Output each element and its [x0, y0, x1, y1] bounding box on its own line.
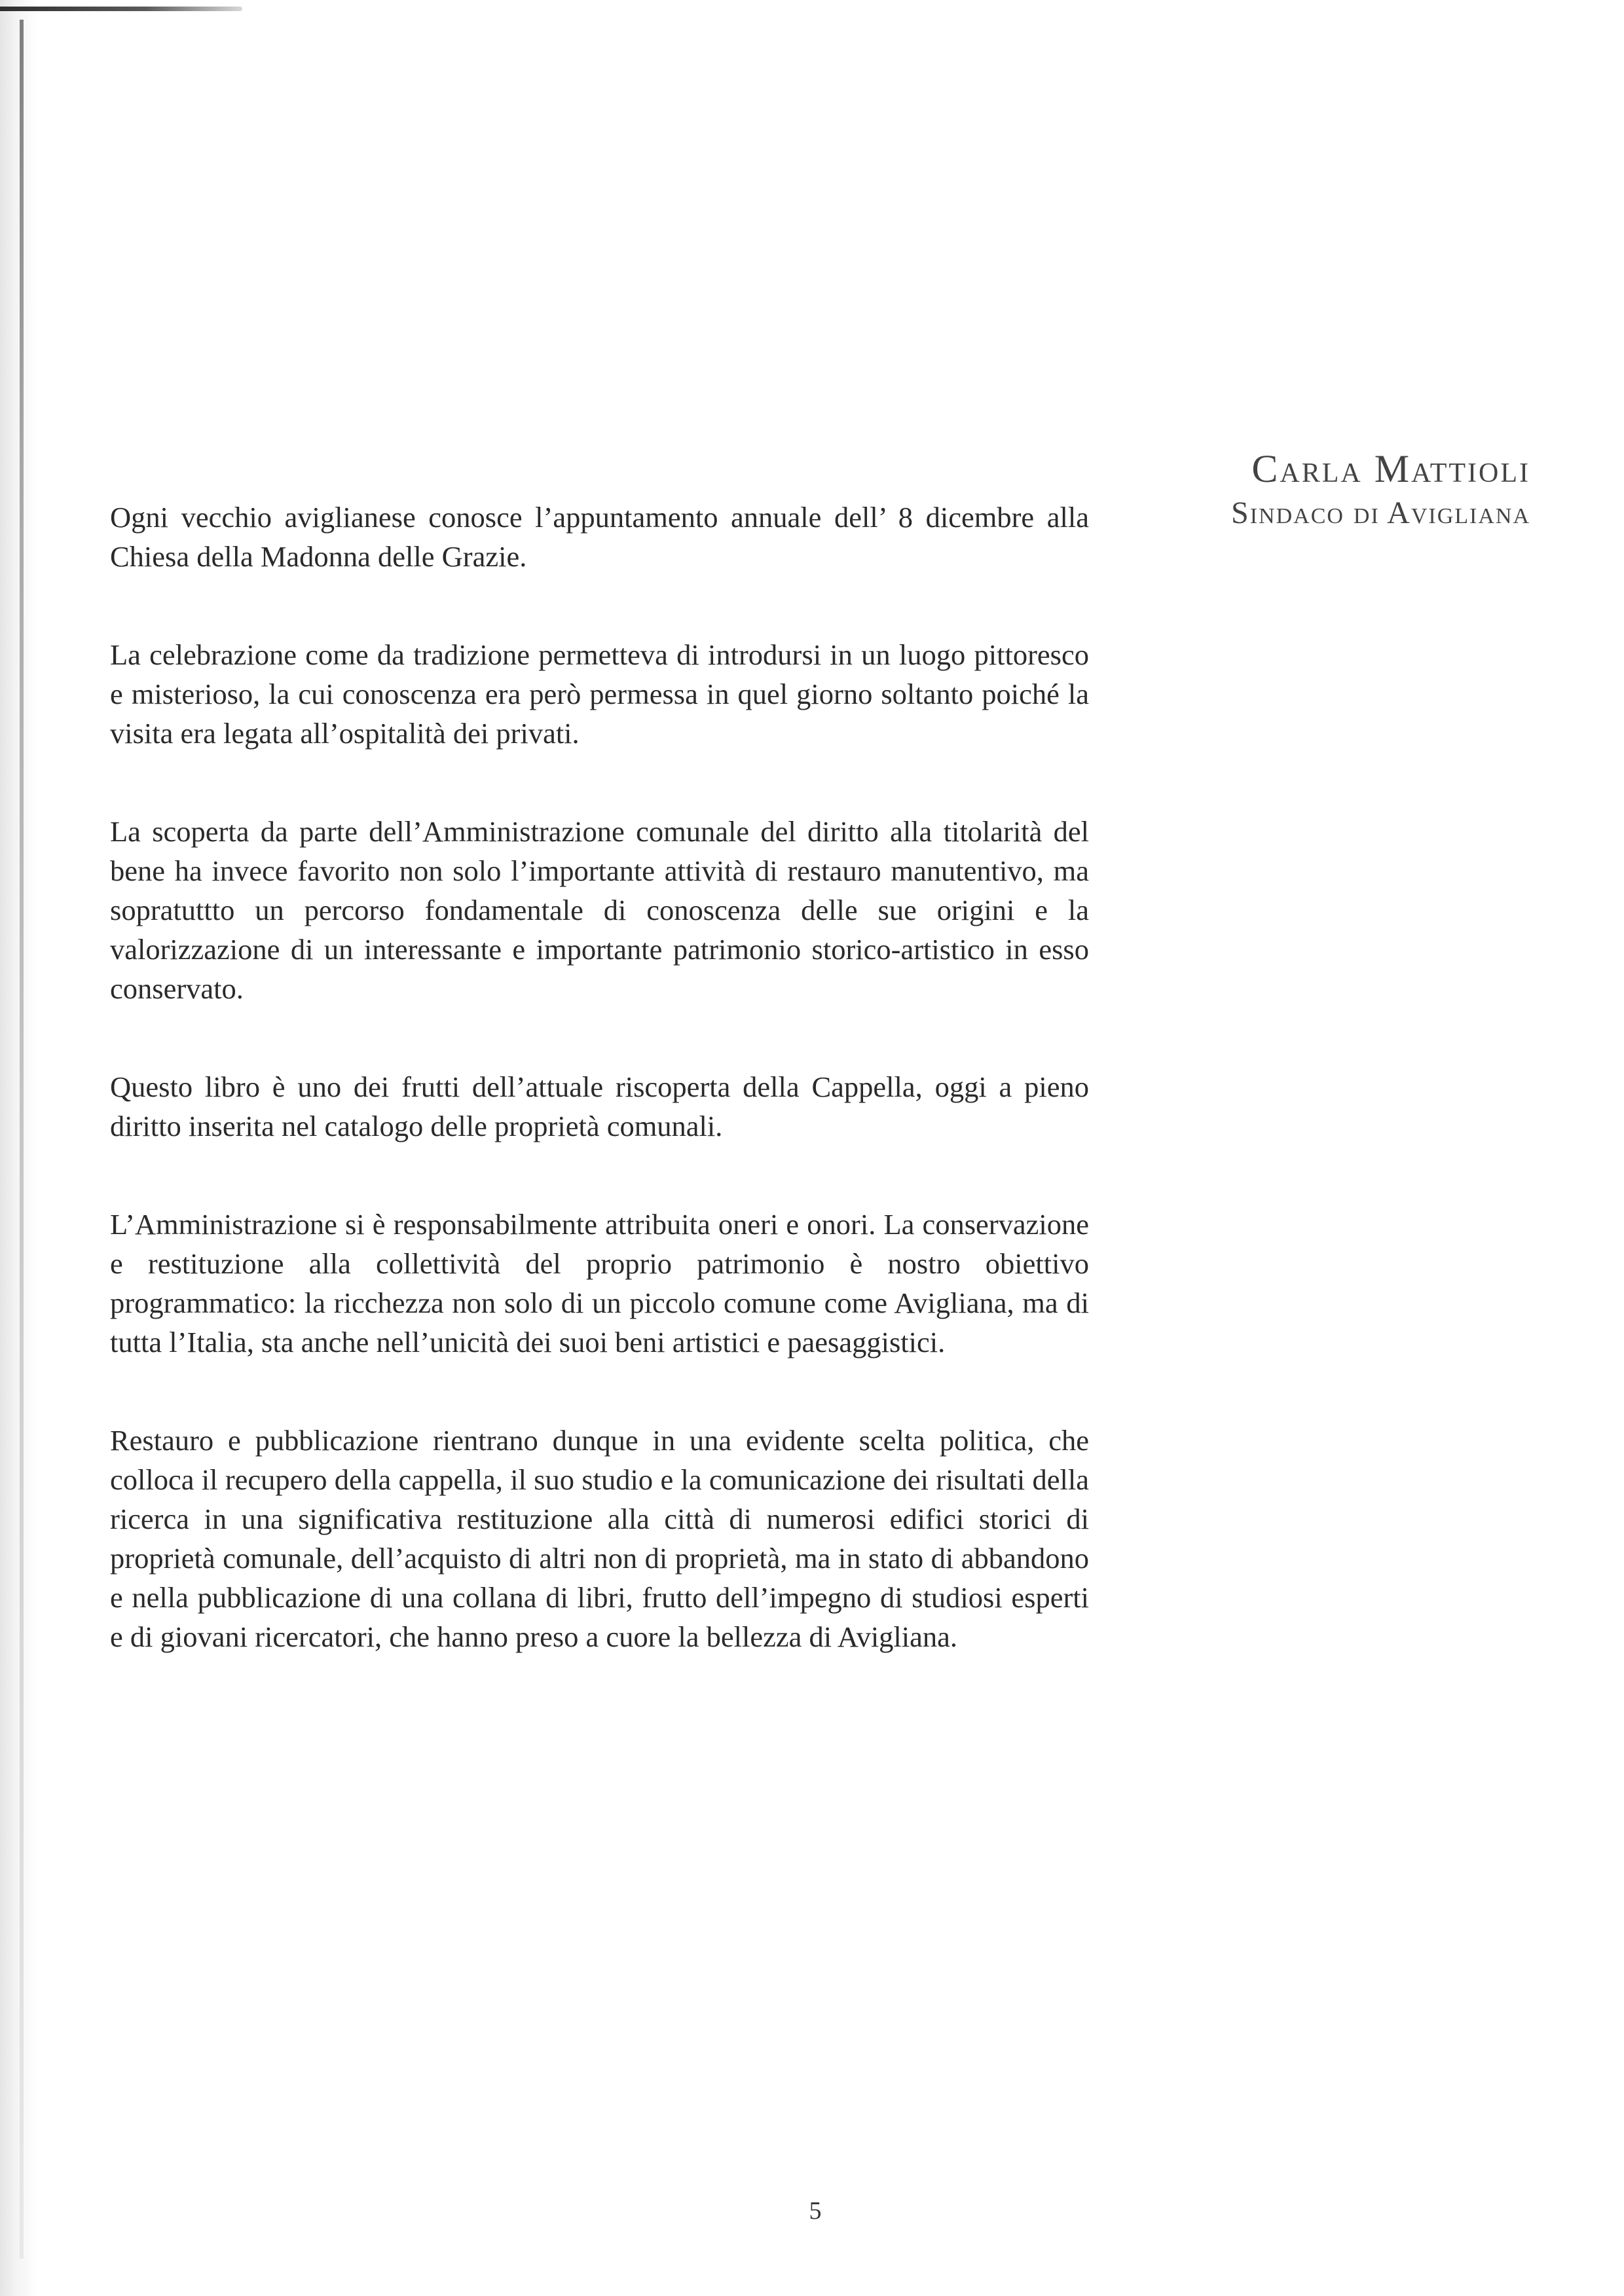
paragraph: Ogni vecchio aviglianese conosce l’appuntamento annuale dell’ 8 dicembre alla Chiesa della Madonna delle Grazie.	[110, 501, 1089, 573]
author-block	[1231, 445, 1530, 534]
paragraph: Restauro e pubblicazione rientrano dunque in una evidente scelta politica, che colloca il recupero della cappella, il suo studio e la comunicazione dei risultati della ricerca in una significativa restituzione alla città di numerosi edifici storici di proprietà comunale, dell’acquisto di altri non di proprietà, ma in stato di abbandono e nella pubblicazione di una collana di libri, frutto dell’impegno di studiosi esperti e di giovani ricercatori, che hanno preso a cuore la bellezza di Avigliana.	[110, 1424, 1089, 1653]
paragraph: La celebrazione come da tradizione permetteva di introdursi in un luogo pittoresco e misterioso, la cui conoscenza era però permessa in quel giorno soltanto poiché la visita era legata all’ospitalità dei privati.	[110, 638, 1089, 750]
page-number: 5	[809, 2197, 822, 2225]
scan-binding-line	[20, 20, 24, 2259]
author-name: Carla Mattioli	[1251, 447, 1530, 490]
paragraph: L’Amministrazione si è responsabilmente attribuita oneri e onori. La conservazione e restituzione alla collettività del proprio patrimonio è nostro obiettivo programmatico: la ricchezza non solo di un piccolo comune come Avigliana, ma di tutta l’Italia, sta anche nell’unicità dei suoi beni artistici e paesaggistici.	[110, 1208, 1089, 1358]
scan-top-mark	[0, 7, 242, 11]
author-role: Sindaco di Avigliana	[1231, 496, 1530, 530]
body-text	[110, 498, 1089, 1656]
paragraph: La scoperta da parte dell’Amministrazione comunale del diritto alla titolarità del bene ha invece favorito non solo l’importante attività di restauro manutentivo, ma sopratuttto un percorso fondamentale di conoscenza delle sue origini e la valorizzazione di un interessante e importante patrimonio storico-artistico in esso conservato.	[110, 815, 1089, 1005]
scan-edge-shadow	[0, 0, 38, 2296]
paragraph: Questo libro è uno dei frutti dell’attuale riscoperta della Cappella, oggi a pieno diritto inserita nel catalogo delle proprietà comunali.	[110, 1070, 1089, 1142]
